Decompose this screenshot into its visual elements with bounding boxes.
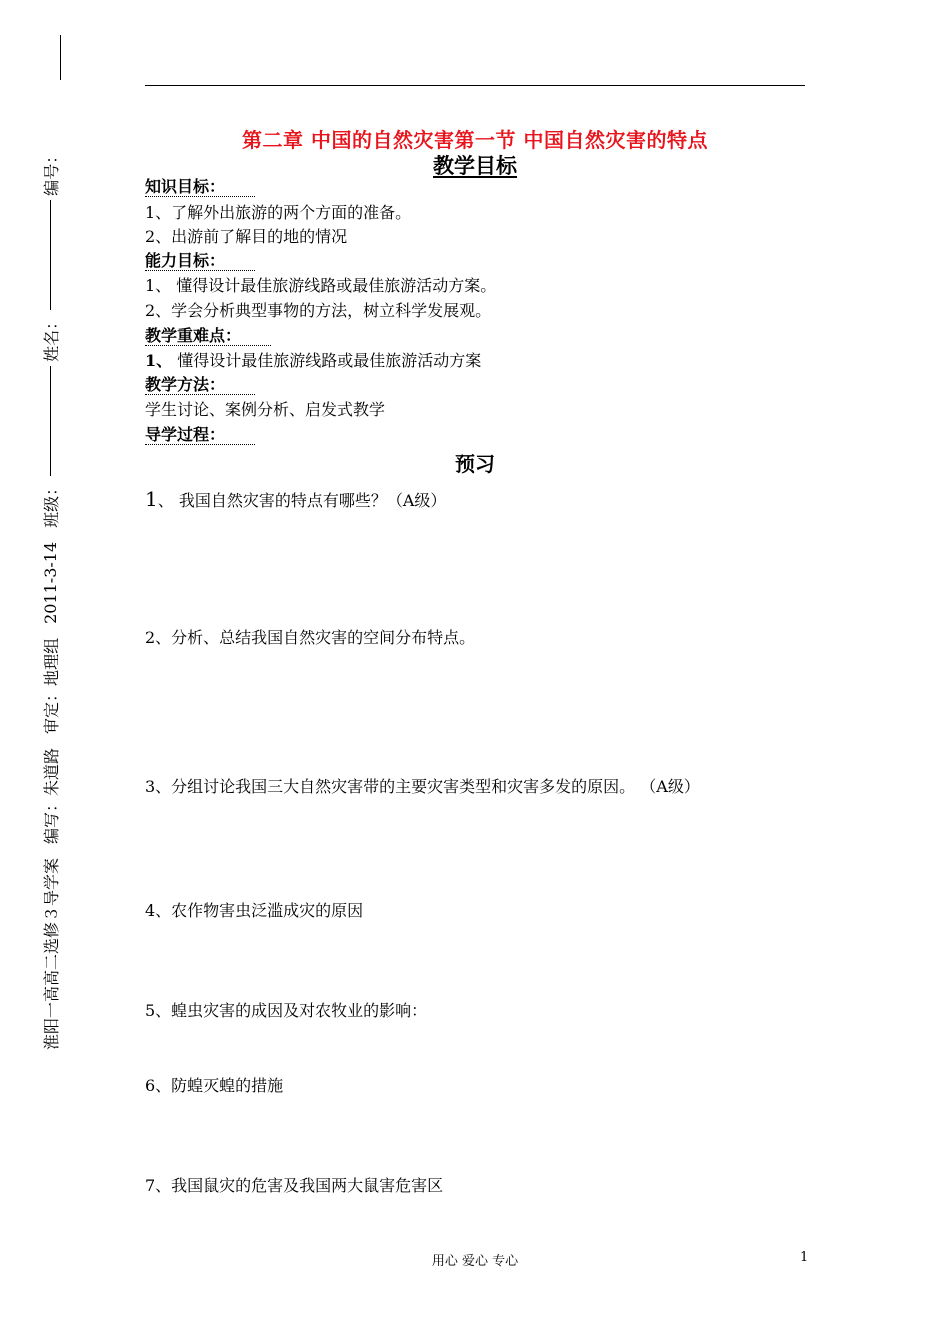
reviewer-name: 地理组	[41, 637, 61, 686]
number-label: 编号：	[41, 147, 61, 196]
question-4: 4、农作物害虫泛滥成灾的原因	[145, 901, 364, 920]
binding-margin-label	[30, 90, 70, 1050]
subtitle-text: 教学目标	[433, 154, 517, 178]
class-blank	[49, 366, 51, 476]
question-1-text: 、 我国自然灾害的特点有哪些？（A级）	[157, 491, 447, 510]
question-1-number: 1	[145, 487, 158, 511]
ability-heading: 能力目标：	[145, 252, 255, 271]
difficulty-item	[145, 351, 481, 371]
difficulty-heading: 教学重难点：	[145, 327, 271, 346]
question-7: 7、我国鼠灾的危害及我国两大鼠害危害区	[145, 1176, 444, 1195]
section-subtitle	[145, 150, 805, 180]
difficulty-text: 懂得设计最佳旅游线路或最佳旅游活动方案	[172, 351, 482, 370]
preview-title: 预习	[455, 452, 495, 476]
question-3: 3、分组讨论我国三大自然灾害带的主要灾害类型和灾害多发的原因。 （A级）	[145, 777, 700, 796]
knowledge-item: 1、了解外出旅游的两个方面的准备。	[145, 203, 412, 222]
question-6: 6、防蝗灭蝗的措施	[145, 1076, 284, 1095]
knowledge-item: 2、出游前了解目的地的情况	[145, 227, 348, 246]
school-course-label: 淮阳一高高二选修３导学案	[41, 857, 61, 1050]
ability-item: 2、学会分析典型事物的方法，树立科学发展观。	[145, 301, 492, 320]
class-label: 班级：	[41, 479, 61, 528]
header-rule	[145, 85, 805, 86]
date-label: 2011-3-14	[40, 541, 60, 624]
method-text: 学生讨论、案例分析、启发式教学	[145, 400, 386, 419]
reviewer-label: 审定：	[41, 685, 61, 734]
name-blank	[49, 200, 51, 310]
footer-motto: 用心 爱心 专心	[431, 1254, 519, 1269]
method-heading: 教学方法：	[145, 376, 255, 395]
author-label: 编写：	[41, 795, 61, 844]
question-5: 5、蝗虫灾害的成因及对农牧业的影响：	[145, 1001, 428, 1020]
ability-item: 1、 懂得设计最佳旅游线路或最佳旅游活动方案。	[145, 276, 497, 295]
process-heading: 导学过程：	[145, 426, 255, 445]
question-1	[145, 487, 446, 511]
difficulty-number: 1、	[145, 351, 173, 370]
margin-rule	[60, 35, 61, 80]
knowledge-heading: 知识目标：	[145, 178, 255, 197]
author-name: 朱道路	[41, 747, 61, 796]
page-number: 1	[800, 1250, 809, 1265]
question-2: 2、分析、总结我国自然灾害的空间分布特点。	[145, 628, 476, 647]
name-label: 姓名：	[41, 313, 61, 362]
page-title: 第二章 中国的自然灾害第一节 中国自然灾害的特点	[242, 128, 708, 152]
